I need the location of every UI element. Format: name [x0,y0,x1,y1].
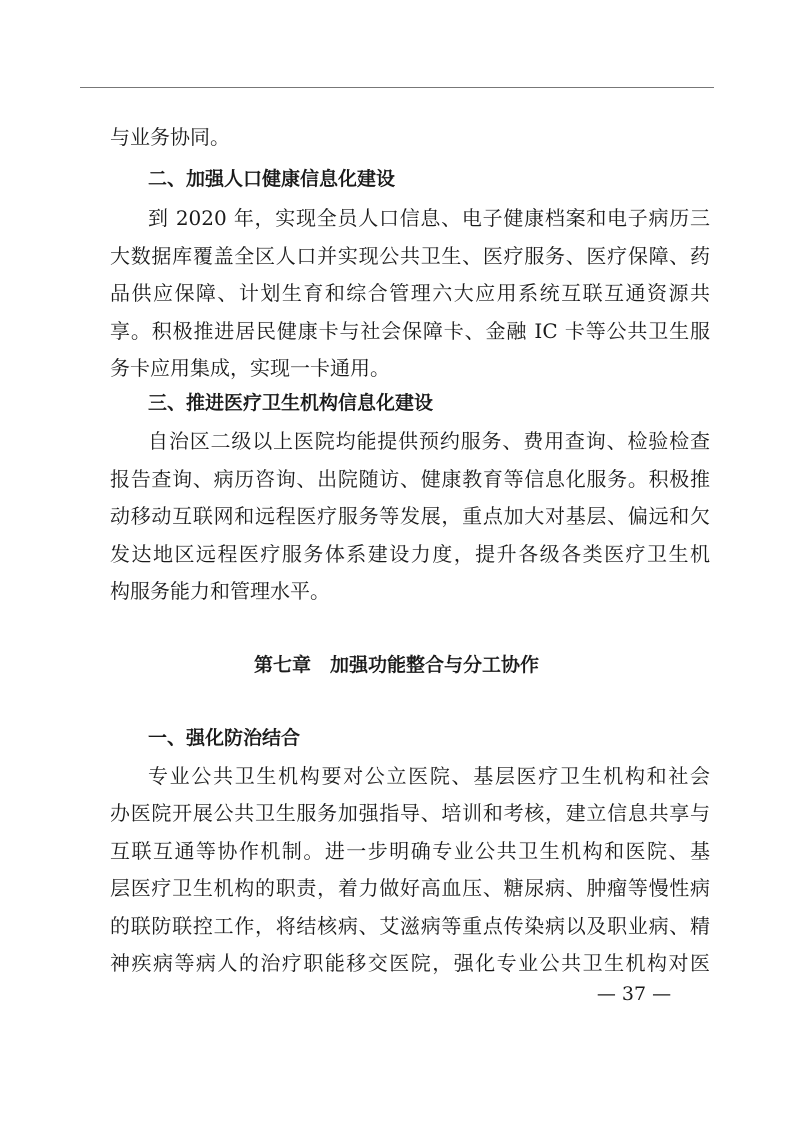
header-rule [80,87,714,88]
paragraph-line: 与业务协同。 [110,125,230,149]
paragraph-line: 务卡应用集成，实现一卡通用。 [110,356,390,380]
paragraph-line: 大数据库覆盖全区人口并实现公共卫生、医疗服务、医疗保障、药 [110,244,710,268]
paragraph-line: 到 2020 年，实现全员人口信息、电子健康档案和电子病历三 [148,206,710,230]
chapter-title: 第七章 加强功能整合与分工协作 [253,654,539,676]
paragraph-line: 神疾病等病人的治疗职能移交医院，强化专业公共卫生机构对医 [110,951,710,975]
paragraph-line: 报告查询、病历咨询、出院随访、健康教育等信息化服务。积极推 [110,467,710,491]
page-number: — 37 — [596,983,672,1005]
section-heading: 一、强化防治结合 [148,727,301,749]
paragraph-line: 构服务能力和管理水平。 [110,579,330,603]
section-heading: 二、加强人口健康信息化建设 [148,168,396,190]
paragraph-line: 办医院开展公共卫生服务加强指导、培训和考核，建立信息共享与 [110,801,710,825]
paragraph-line: 互联互通等协作机制。进一步明确专业公共卫生机构和医院、基 [110,839,710,863]
section-heading: 三、推进医疗卫生机构信息化建设 [148,392,434,414]
paragraph-line: 动移动互联网和远程医疗服务等发展，重点加大对基层、偏远和欠 [110,504,710,528]
paragraph-line: 享。积极推进居民健康卡与社会保障卡、金融 IC 卡等公共卫生服 [110,319,710,343]
paragraph-line: 品供应保障、计划生育和综合管理六大应用系统互联互通资源共 [110,281,710,305]
paragraph-line: 的联防联控工作，将结核病、艾滋病等重点传染病以及职业病、精 [110,914,710,938]
paragraph-line: 专业公共卫生机构要对公立医院、基层医疗卫生机构和社会 [148,764,710,788]
paragraph-line: 自治区二级以上医院均能提供预约服务、费用查询、检验检查 [148,429,710,453]
paragraph-line: 发达地区远程医疗服务体系建设力度，提升各级各类医疗卫生机 [110,542,710,566]
paragraph-line: 层医疗卫生机构的职责，着力做好高血压、糖尿病、肿瘤等慢性病 [110,876,710,900]
